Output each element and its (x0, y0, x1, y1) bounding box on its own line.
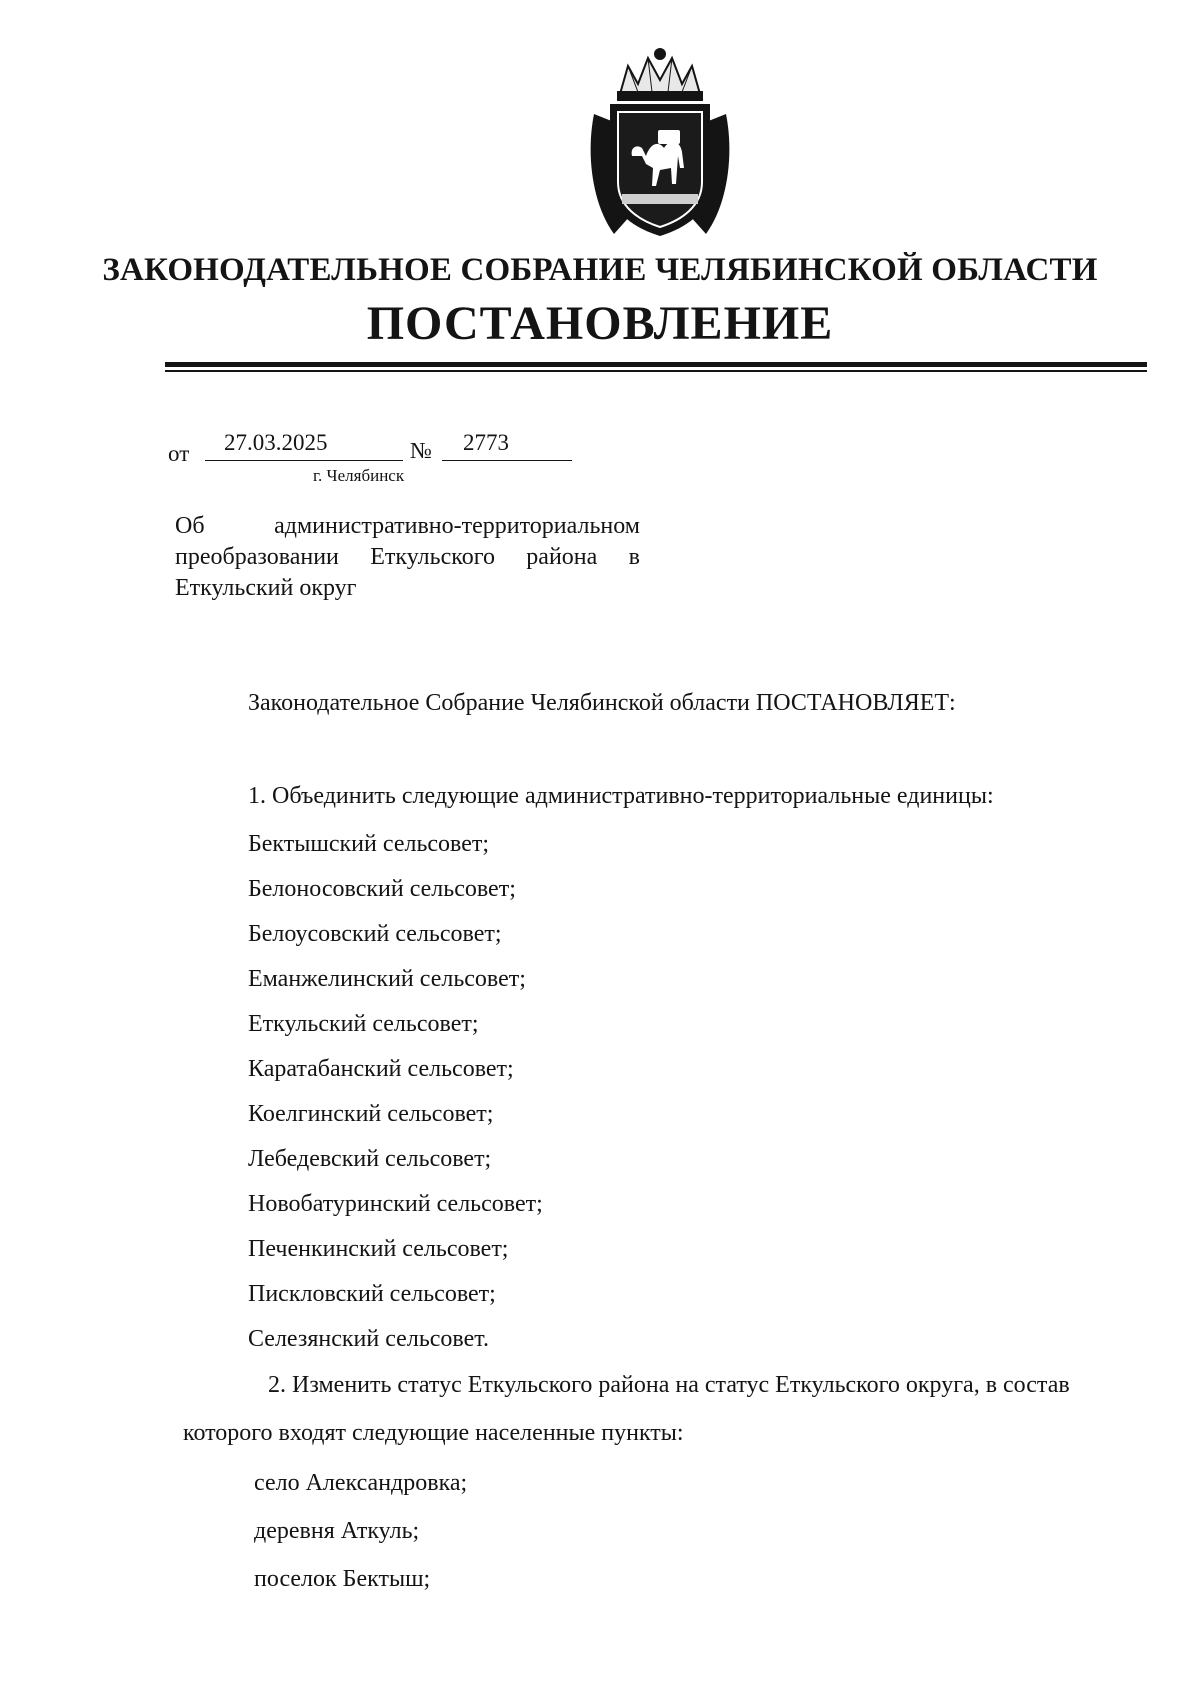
settlements-list (254, 1467, 467, 1611)
item-2-line-2: которого входят следующие населенные пункты: (183, 1420, 684, 1446)
list-item: Еткульский сельсовет; (248, 1011, 479, 1037)
number-underline (442, 460, 572, 461)
list-item: Белоносовский сельсовет; (248, 876, 516, 902)
list-item: Бектышский сельсовет; (248, 831, 490, 857)
item-1: 1. Объединить следующие административно-территориальные единицы: (248, 783, 994, 809)
document-number: 2773 (463, 430, 509, 455)
units-list (248, 828, 543, 1368)
list-item: Каратабанский сельсовет; (248, 1056, 514, 1082)
list-item: Пискловский сельсовет; (248, 1281, 496, 1307)
document-type: ПОСТАНОВЛЕНИЕ (366, 297, 834, 350)
number-label: № (410, 438, 432, 463)
coat-of-arms-icon (580, 44, 740, 244)
from-label: от (168, 441, 190, 466)
header-rule-thick (165, 362, 1147, 367)
list-item: деревня Аткуль; (254, 1518, 420, 1544)
header-rule-thin (165, 370, 1147, 372)
list-item: Коелгинский сельсовет; (248, 1101, 494, 1127)
list-item: Печенкинский сельсовет; (248, 1236, 509, 1262)
intro-paragraph: Законодательное Собрание Челябинской области ПОСТАНОВЛЯЕТ: (248, 690, 956, 716)
list-item: Еманжелинский сельсовет; (248, 966, 526, 992)
list-item: Лебедевский сельсовет; (248, 1146, 492, 1172)
list-item: Белоусовский сельсовет; (248, 921, 502, 947)
list-item: Селезянский сельсовет. (248, 1326, 489, 1352)
document-title: Об административно-территориальном преобразовании Еткульского района в Еткульский округ (175, 513, 640, 601)
list-item: поселок Бектыш; (254, 1566, 431, 1592)
city: г. Челябинск (313, 466, 405, 485)
item-2-line-1: 2. Изменить статус Еткульского района на статус Еткульского округа, в состав (268, 1372, 1070, 1398)
list-item: село Александровка; (254, 1470, 468, 1496)
date-underline (205, 460, 403, 461)
authority-name: ЗАКОНОДАТЕЛЬНОЕ СОБРАНИЕ ЧЕЛЯБИНСКОЙ ОБЛАСТИ (102, 252, 1098, 288)
document-date: 27.03.2025 (224, 430, 328, 455)
list-item: Новобатуринский сельсовет; (248, 1191, 543, 1217)
